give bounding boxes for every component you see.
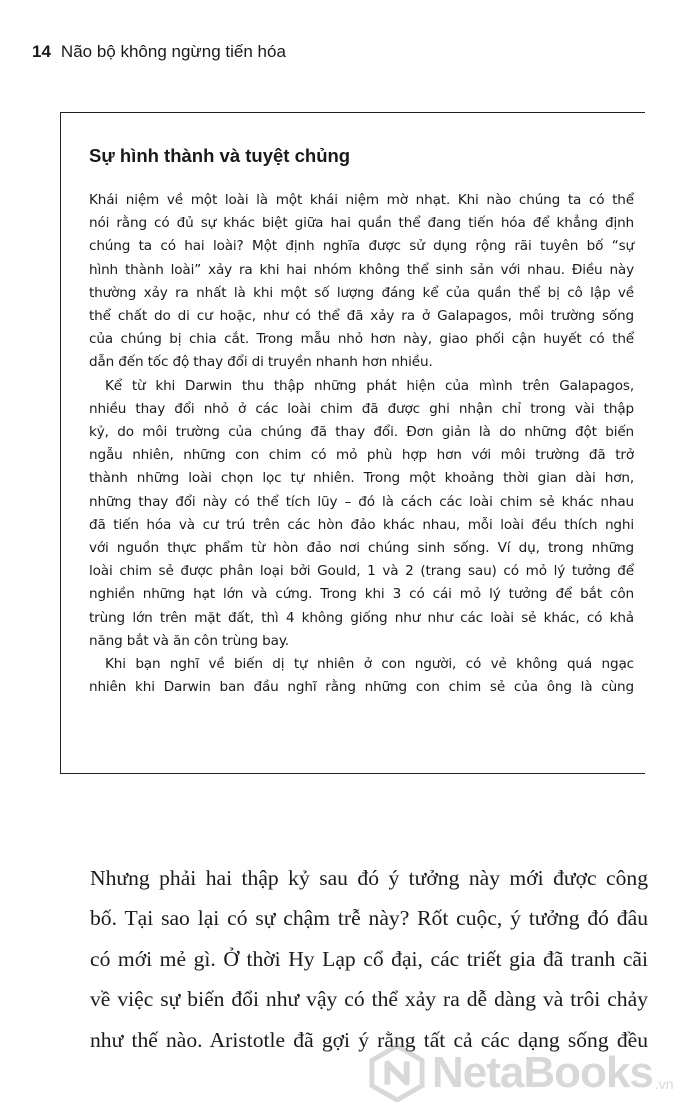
running-title: Não bộ không ngừng tiến hóa xyxy=(60,42,286,61)
body-line: Nhưng phải hai thập kỷ sau đó ý tưởng này mới được công xyxy=(90,866,648,890)
main-body-text xyxy=(90,858,648,1060)
sidebar-line: Khi bạn nghĩ về biến dị tự nhiên ở con người, có vẻ không quá ngạc xyxy=(105,656,634,673)
sidebar-line: đã tiến hóa và cư trú trên các hòn đảo khác nhau, mỗi loài đều thích nghi xyxy=(89,516,634,533)
sidebar-line: nói rằng có đủ sự khác biệt giữa hai quần thể đang tiến hóa để khẳng định xyxy=(89,215,634,232)
sidebar-body xyxy=(89,189,634,699)
sidebar-line: với nguồn thực phẩm từ hòn đảo nơi chúng sinh sống. Ví dụ, trong những xyxy=(89,540,634,557)
body-line: bố. Tại sao lại có sự chậm trễ này? Rốt cuộc, ý tưởng đó đâu xyxy=(90,906,648,931)
body-line: về việc sự biến đổi như vậy có thể xảy ra dễ dàng và trôi chảy xyxy=(90,987,648,1012)
sidebar-line: hình thành loài” xảy ra khi hai nhóm không thể sinh sản với nhau. Điều này xyxy=(89,261,634,278)
sidebar-line: kỷ, do môi trường của chúng đã thay đổi. Đơn giản là do những đột biến xyxy=(89,424,634,441)
sidebar-line: nghiền những hạt lớn và cứng. Trong khi 3 có cái mỏ lý tưởng để bắt côn xyxy=(89,586,634,603)
sidebar-line: chúng ta có hai loài? Một định nghĩa được sử dụng rộng rãi tuyên bố “sự xyxy=(89,238,634,255)
watermark-brand: NetaBooks xyxy=(432,1048,653,1097)
sidebar-line: của chúng bị chia cắt. Trong mẫu nhỏ hơn này, giao phối cận huyết có thể xyxy=(89,331,634,348)
body-line: có mới mẻ gì. Ở thời Hy Lạp cổ đại, các triết gia đã tranh cãi xyxy=(90,946,648,971)
sidebar-line: thường xảy ra nhất là khi một số lượng đáng kể của quần thể bị cô lập về xyxy=(89,284,634,301)
sidebar-line: Khái niệm về một loài là một khái niệm mờ nhạt. Khi nào chúng ta có thể xyxy=(89,192,634,208)
sidebar-line: năng bắt và ăn côn trùng bay. xyxy=(89,632,289,649)
sidebar-line: Kể từ khi Darwin thu thập những phát hiện của mình trên Galapagos, xyxy=(105,377,634,394)
sidebar-line: thành những loài chọn lọc tự nhiên. Trong một khoảng thời gian dài hơn, xyxy=(89,470,634,487)
sidebar-line: trùng lớn trên mặt đất, thì 4 không giống như như các loài sẻ khác, có khả xyxy=(89,609,634,626)
sidebar-title: Sự hình thành và tuyệt chủng xyxy=(89,145,351,166)
page-number: 14 xyxy=(32,42,51,61)
body-line: như thế nào. Aristotle đã gợi ý rằng tất cả các dạng sống đều xyxy=(90,1027,648,1052)
sidebar-line: dẫn đến tốc độ thay đổi di truyền nhanh hơn nhiều. xyxy=(89,354,433,371)
sidebar-line: nhiều thay đổi nhỏ ở các loài chim đã được ghi nhận chỉ trong vài thập xyxy=(89,400,634,417)
watermark-suffix: .vn xyxy=(654,1076,674,1092)
watermark xyxy=(368,1044,674,1102)
sidebar-line: những thay đổi này có thể tích lũy – đó là cách các loài chim sẻ khác nhau xyxy=(89,493,634,510)
sidebar-line: ngẫu nhiên, những con chim có mỏ phù hợp hơn với môi trường đã trở xyxy=(89,447,634,464)
sidebar-line: loài chim sẻ được phân loại bởi Gould, 1 và 2 (trang sau) có mỏ lý tưởng để xyxy=(89,563,634,580)
netabooks-logo-icon xyxy=(368,1044,426,1102)
sidebar-line: thể chất do di cư hoặc, như có thể đã xảy ra ở Galapagos, môi trường sống xyxy=(89,308,634,325)
sidebar-box xyxy=(60,112,645,774)
running-head xyxy=(32,42,286,62)
sidebar-line: nhiên khi Darwin ban đầu nghĩ rằng những con chim sẻ của ông là cùng xyxy=(89,679,634,696)
